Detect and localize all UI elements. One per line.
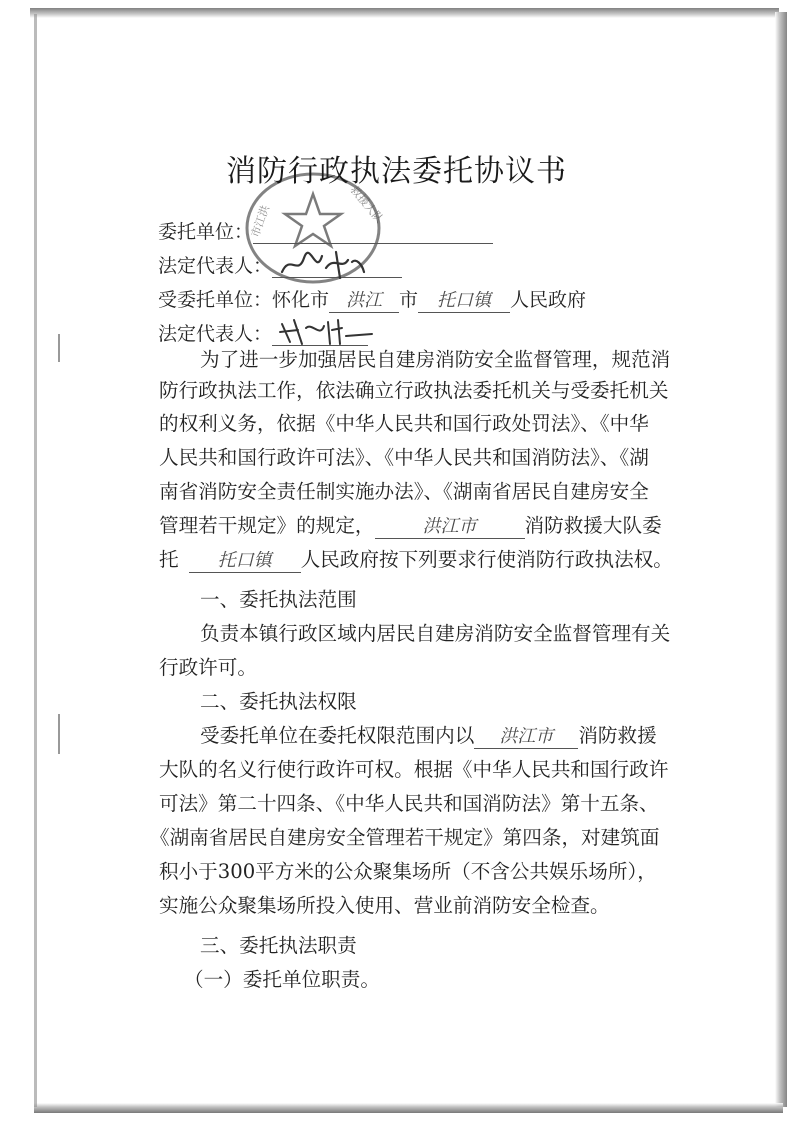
town-handwritten: 托口镇: [189, 550, 301, 573]
scan-shadow-bottom: [34, 1103, 783, 1113]
section-heading: 二、委托执法权限: [200, 690, 357, 713]
preamble-line: 防行政执法工作，依法确立行政执法委托机关与受委托机关: [159, 379, 669, 402]
preamble-line: 的权利义务，依据《中华人民共和国行政处罚法》、《中华: [159, 412, 649, 435]
section-text: 负责本镇行政区域内居民自建房消防安全监督管理有关: [200, 622, 671, 645]
entrusting-unit-label: 委托单位：: [158, 221, 254, 243]
document-title: 消防行政执法委托协议书: [226, 154, 567, 189]
section-text: 大队的名义行使行政许可权。根据《中华人民共和国行政许: [159, 758, 669, 781]
section-text: 可法》第二十四条、《中华人民共和国消防法》第十五条、: [159, 792, 659, 815]
entrusted-county-suffix: 市: [399, 289, 419, 311]
subsection-heading: （一）委托单位职责。: [184, 968, 380, 991]
section-heading: 三、委托执法职责: [200, 934, 357, 957]
preamble-line-with-fill: [159, 512, 662, 540]
entrusted-city: 怀化市: [272, 289, 330, 311]
entrusting-unit-blank: [253, 221, 493, 244]
preamble-line: 为了进一步加强居民自建房消防安全监督管理，规范消: [200, 348, 671, 371]
section-text: 消防救援: [578, 724, 657, 747]
section-text: 实施公众聚集场所投入使用、营业前消防安全检查。: [159, 894, 610, 917]
section-heading: 一、委托执法范围: [200, 588, 357, 611]
legal-rep-label-2: 法定代表人：: [158, 323, 273, 345]
section-text: 行政许可。: [159, 656, 257, 679]
entrusting-unit-row: [158, 218, 493, 246]
entrusted-gov-suffix: 人民政府: [510, 289, 587, 311]
preamble-line: 人民共和国行政许可法》、《中华人民共和国消防法》、《湖: [159, 446, 649, 469]
section-text-with-fill: [200, 722, 657, 750]
scan-shadow-top: [30, 8, 779, 18]
preamble-text: 托: [159, 548, 179, 571]
entrusted-unit-label: 受委托单位：: [158, 289, 273, 311]
section-text: 《湖南省居民自建房安全管理若干规定》第四条，对建筑面: [150, 826, 660, 849]
entrusted-county-handwritten: 洪江: [329, 290, 399, 313]
margin-mark: [58, 334, 60, 362]
svg-text:救援大队: 救援大队: [347, 183, 386, 226]
margin-mark: [58, 714, 60, 754]
entrusted-unit-row: [158, 286, 586, 314]
entrusted-town-handwritten: 托口镇: [418, 290, 510, 313]
preamble-line-with-fill: [159, 546, 673, 574]
handwritten-signature-2: [276, 314, 376, 348]
preamble-text: 管理若干规定》的规定，: [159, 514, 375, 537]
handwritten-signature-1: [276, 246, 368, 282]
preamble-text: 人民政府按下列要求行使消防行政执法权。: [300, 548, 673, 571]
preamble-text: 消防救援大队委: [524, 514, 662, 537]
preamble-line: 南省消防安全责任制实施办法》、《湖南省居民自建房安全: [159, 480, 649, 503]
section-text: 积小于300平方米的公众聚集场所（不含公共娱乐场所），: [159, 860, 657, 883]
legal-rep-label-1: 法定代表人：: [158, 255, 273, 277]
svg-text:市江洪: 市江洪: [248, 203, 273, 240]
section-text: 受委托单位在委托权限范围内以: [200, 724, 475, 747]
brigade-handwritten: 洪江市: [375, 516, 525, 539]
authority-handwritten: 洪江市: [474, 726, 578, 749]
